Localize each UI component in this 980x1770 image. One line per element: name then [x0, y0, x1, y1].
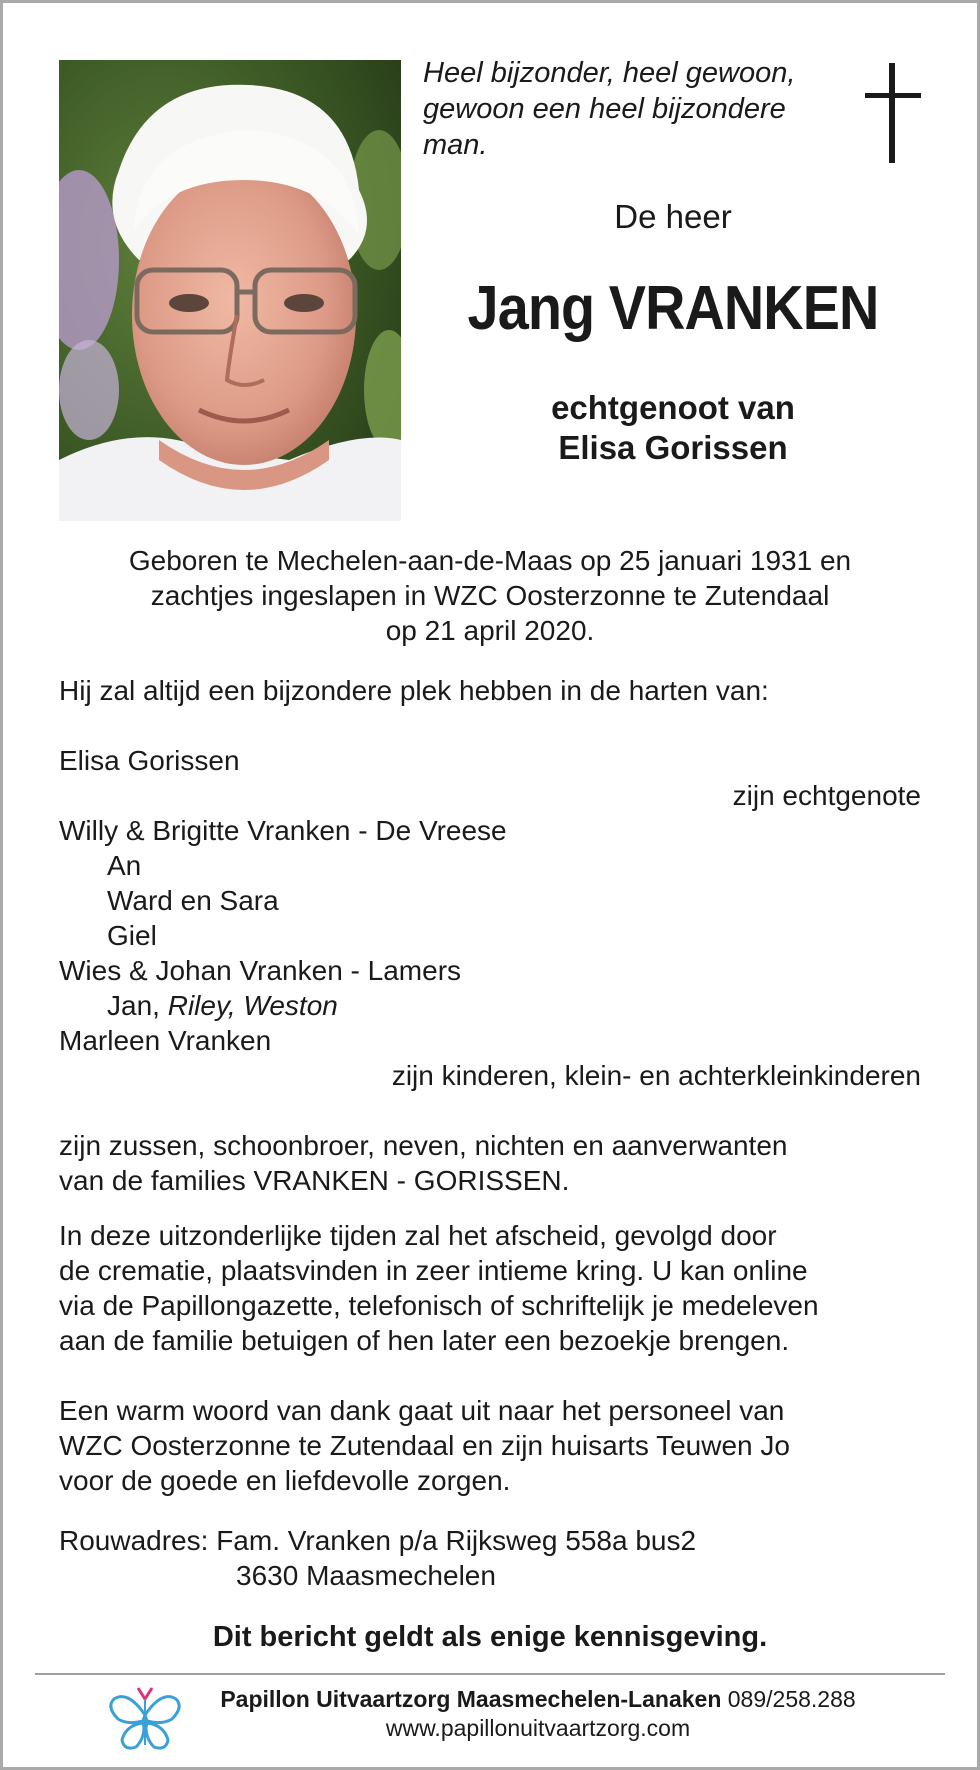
thanks-line: voor de goede en liefdevolle zorgen. [59, 1465, 511, 1496]
quote-line: Heel bijzonder, heel gewoon, [423, 57, 796, 89]
family-member: Willy & Brigitte Vranken - De Vreese [59, 815, 507, 846]
cross-icon [865, 63, 921, 163]
farewell-line: aan de familie betuigen of hen later een bezoekje brengen. [59, 1325, 790, 1356]
spouse-line: echtgenoot van [551, 389, 795, 426]
closing-notice: Dit bericht geldt als enige kennisgeving. [212, 1621, 768, 1653]
company-name: Papillon Uitvaartzorg Maasmechelen-Lanaken [220, 1686, 722, 1712]
born-line: Geboren te Mechelen-aan-de-Maas op 25 januari 1931 en [128, 545, 852, 576]
children-role: zijn kinderen, klein- en achterkleinkinderen [391, 1060, 921, 1091]
thanks-line: WZC Oosterzonne te Zutendaal en zijn huisarts Teuwen Jo [59, 1430, 790, 1461]
memorial-quote [423, 55, 853, 163]
family-member: Marleen Vranken [59, 1025, 272, 1056]
relatives-line: zijn zussen, schoonbroer, neven, nichten en aanverwanten [59, 1130, 788, 1161]
thanks-line: Een warm woord van dank gaat uit naar het personeel van [59, 1395, 785, 1426]
company-phone: 089/258.288 [727, 1686, 856, 1712]
address-label: Rouwadres: [59, 1525, 209, 1556]
intro-text: Hij zal altijd een bijzondere plek hebben in de harten van: [59, 675, 769, 706]
farewell-text [59, 1218, 819, 1358]
family-member: Giel [107, 920, 157, 951]
family-member [59, 988, 507, 1023]
quote-line: gewoon een heel bijzondere [423, 93, 786, 125]
address-line: Fam. Vranken p/a Rijksweg 558a bus2 [216, 1525, 697, 1556]
family-member: An [107, 850, 142, 881]
address-line: 3630 Maasmechelen [236, 1560, 496, 1591]
spouse-info [423, 388, 923, 468]
deceased-name: Jang VRANKEN [467, 274, 879, 343]
birth-death-info [33, 543, 947, 648]
wife-name: Elisa Gorissen [59, 745, 240, 776]
butterfly-icon [108, 1685, 182, 1755]
family-member: Wies & Johan Vranken - Lamers [59, 955, 462, 986]
thanks-text [59, 1393, 790, 1498]
company-website[interactable]: www.papillonuitvaartzorg.com [385, 1715, 691, 1741]
great-grandchild-names: Riley, Weston [167, 990, 338, 1021]
relatives-line: van de families VRANKEN - GORISSEN. [59, 1165, 570, 1196]
honorific: De heer [614, 198, 732, 235]
spouse-line: Elisa Gorissen [558, 429, 788, 466]
relatives-text [59, 1128, 787, 1198]
wife-role: zijn echtgenote [732, 780, 921, 811]
footer-divider [35, 1673, 945, 1675]
farewell-line: via de Papillongazette, telefonisch of schriftelijk je medeleven [59, 1290, 819, 1321]
farewell-line: In deze uitzonderlijke tijden zal het afscheid, gevolgd door [59, 1220, 777, 1251]
born-line: op 21 april 2020. [385, 615, 595, 646]
quote-line: man. [423, 129, 488, 161]
born-line: zachtjes ingeslapen in WZC Oosterzonne te Zutendaal [150, 580, 830, 611]
farewell-line: de crematie, plaatsvinden in zeer intieme kring. U kan online [59, 1255, 808, 1286]
family-member: Ward en Sara [107, 885, 279, 916]
mourning-address [59, 1523, 696, 1593]
portrait-photo [59, 60, 401, 521]
grandchild-name: Jan, [107, 990, 160, 1021]
footer-text [198, 1685, 878, 1743]
family-list [59, 813, 507, 1058]
